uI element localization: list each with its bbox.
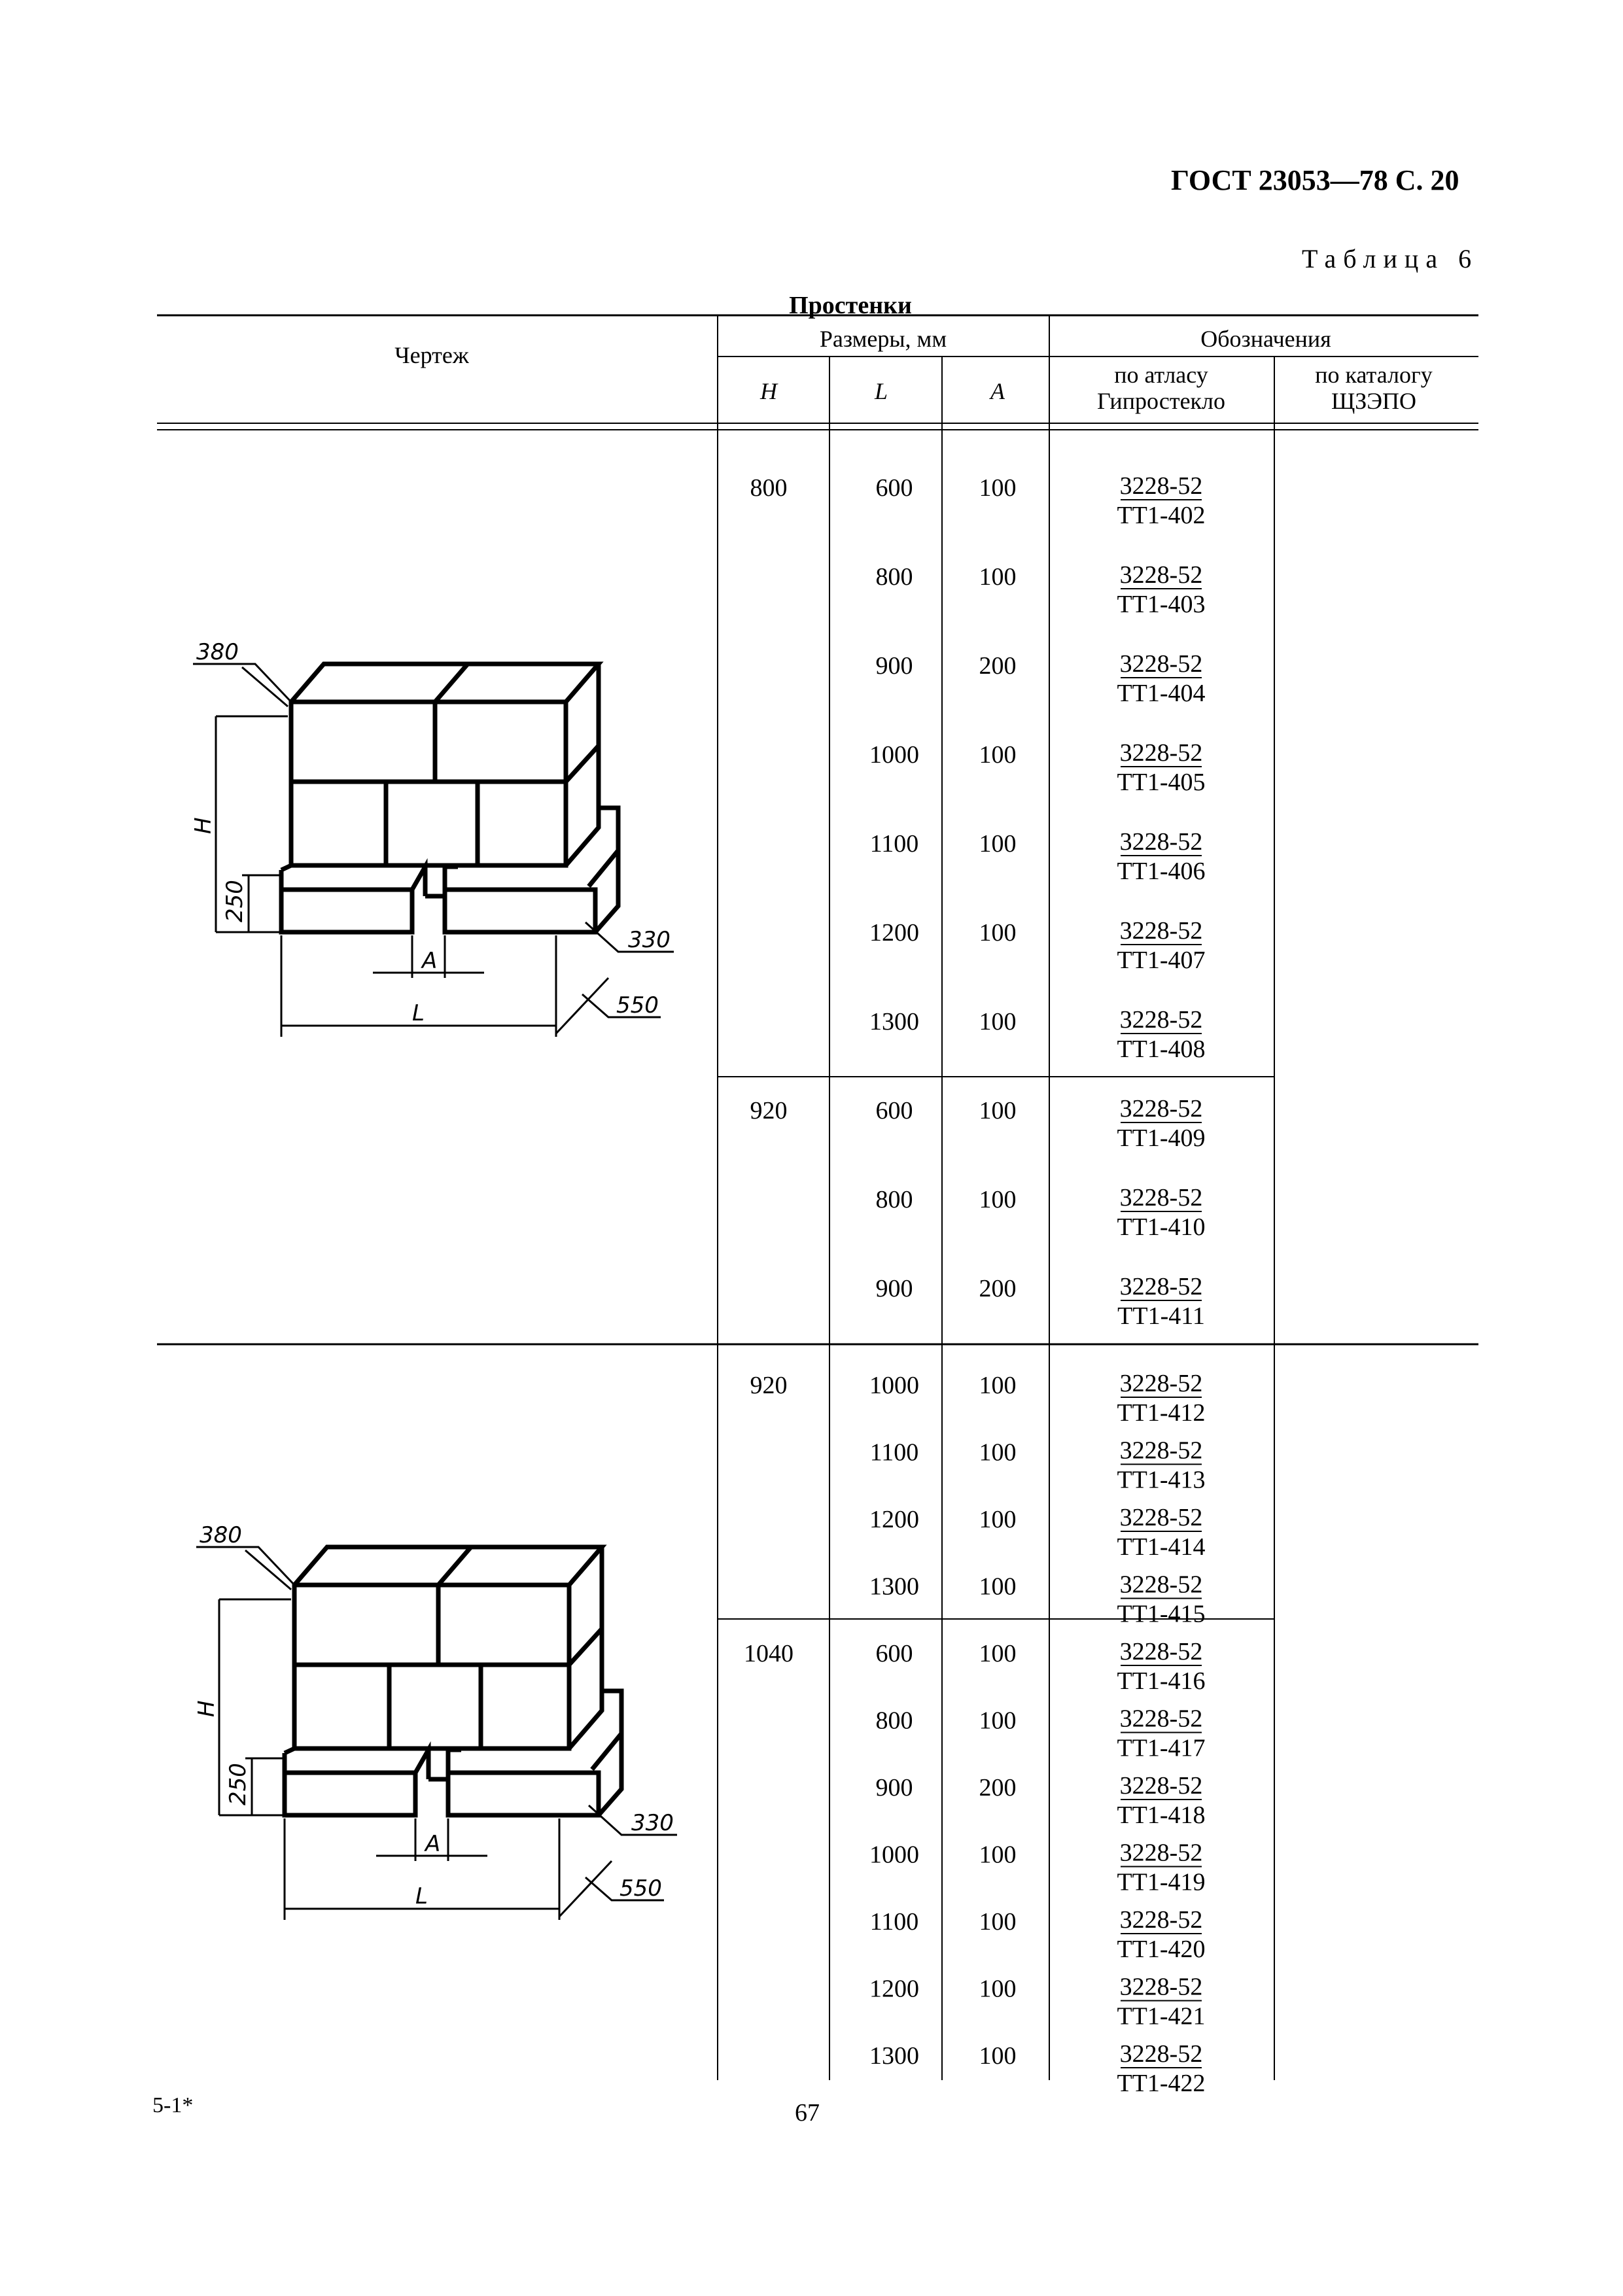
cell-l: 1000 xyxy=(869,741,919,769)
designation-code: ТТ1-415 xyxy=(1117,1600,1206,1628)
designation-prefix: 3228-52 xyxy=(1119,1571,1203,1599)
designation-code: ТТ1-409 xyxy=(1117,1124,1206,1152)
designation-prefix: 3228-52 xyxy=(1119,1638,1203,1665)
designation-prefix: 3228-52 xyxy=(1119,1370,1203,1397)
header-drawing: Чертеж xyxy=(394,342,469,368)
cell-a: 100 xyxy=(979,919,1017,947)
cell-h: 920 xyxy=(750,1372,788,1399)
footer-code: 5-1* xyxy=(152,2093,194,2117)
cell-h: 920 xyxy=(750,1097,788,1124)
page-number: 67 xyxy=(795,2099,820,2127)
cell-l: 1100 xyxy=(869,1908,919,1936)
cell-l: 900 xyxy=(875,652,913,680)
header-atlas-line1: по атласу xyxy=(1114,362,1208,388)
designation-code: ТТ1-402 xyxy=(1117,502,1206,529)
header-catalog-line1: по каталогу xyxy=(1315,362,1433,388)
cell-l: 600 xyxy=(875,1097,913,1124)
designation-prefix: 3228-52 xyxy=(1119,1184,1203,1211)
designation-prefix: 3228-52 xyxy=(1119,739,1203,767)
cell-a: 100 xyxy=(979,1707,1017,1735)
designation-code: ТТ1-410 xyxy=(1117,1213,1206,1241)
cell-a: 100 xyxy=(979,563,1017,591)
cell-l: 1100 xyxy=(869,1438,919,1467)
designation-prefix: 3228-52 xyxy=(1119,917,1203,945)
cell-a: 200 xyxy=(979,1275,1017,1302)
designation-prefix: 3228-52 xyxy=(1119,650,1203,678)
cell-l: 600 xyxy=(875,1640,913,1667)
cell-a: 100 xyxy=(979,1008,1017,1035)
designation-code: ТТ1-422 xyxy=(1117,2070,1206,2097)
cell-a: 100 xyxy=(979,741,1017,769)
dim-250: 250 xyxy=(225,1763,251,1805)
cell-a: 100 xyxy=(979,1573,1017,1601)
cell-h: 800 xyxy=(750,474,788,502)
designation-prefix: 3228-52 xyxy=(1119,1839,1203,1867)
cell-a: 100 xyxy=(979,830,1017,858)
dim-a: A xyxy=(422,948,438,974)
cell-l: 800 xyxy=(875,1707,913,1735)
header-sizes: Размеры, мм xyxy=(819,326,947,352)
designation-prefix: 3228-52 xyxy=(1119,561,1203,589)
designation-code: ТТ1-416 xyxy=(1117,1667,1206,1695)
designation-code: ТТ1-403 xyxy=(1117,591,1206,618)
page-header: ГОСТ 23053—78 С. 20 xyxy=(1171,164,1459,196)
cell-a: 200 xyxy=(979,652,1017,680)
dim-a: A xyxy=(425,1831,441,1857)
designation-prefix: 3228-52 xyxy=(1119,2040,1203,2068)
designation-prefix: 3228-52 xyxy=(1119,1273,1203,1300)
header-designations: Обозначения xyxy=(1200,326,1331,352)
designation-code: ТТ1-411 xyxy=(1117,1302,1205,1330)
header-catalog-line2: ЩЗЭПО xyxy=(1331,388,1417,414)
cell-l: 1200 xyxy=(869,1975,919,2003)
cell-a: 100 xyxy=(979,1640,1017,1667)
designation-prefix: 3228-52 xyxy=(1119,472,1203,500)
cell-a: 100 xyxy=(979,1975,1017,2003)
header-atlas-line2: Гипростекло xyxy=(1096,388,1226,414)
cell-a: 100 xyxy=(979,1438,1017,1467)
dim-380: 380 xyxy=(196,639,239,665)
cell-l: 1000 xyxy=(869,1841,919,1869)
cell-a: 100 xyxy=(979,1908,1017,1936)
cell-a: 100 xyxy=(979,1506,1017,1533)
cell-l: 1300 xyxy=(869,1573,919,1601)
designation-code: ТТ1-406 xyxy=(1117,858,1206,885)
designation-prefix: 3228-52 xyxy=(1119,1436,1203,1465)
wall-drawing-1 xyxy=(190,639,674,1037)
designation-prefix: 3228-52 xyxy=(1119,1973,1203,2001)
dim-l: L xyxy=(412,1000,425,1026)
dim-l: L xyxy=(415,1883,428,1909)
designation-code: ТТ1-405 xyxy=(1117,769,1206,796)
cell-l: 800 xyxy=(875,1186,913,1213)
designation-code: ТТ1-418 xyxy=(1117,1801,1206,1829)
cell-l: 600 xyxy=(875,474,913,502)
dim-550: 550 xyxy=(620,1875,662,1902)
cell-a: 100 xyxy=(979,474,1017,502)
designation-code: ТТ1-419 xyxy=(1117,1868,1206,1896)
designation-code: ТТ1-413 xyxy=(1117,1466,1206,1494)
designation-prefix: 3228-52 xyxy=(1119,1772,1203,1800)
cell-l: 900 xyxy=(875,1275,913,1302)
cell-a: 200 xyxy=(979,1774,1017,1801)
designation-code: ТТ1-421 xyxy=(1117,2002,1206,2030)
header-a: A xyxy=(990,378,1005,404)
cell-l: 1300 xyxy=(869,1008,919,1035)
designation-prefix: 3228-52 xyxy=(1119,828,1203,856)
designation-prefix: 3228-52 xyxy=(1119,1906,1203,1934)
header-l: L xyxy=(874,378,888,404)
cell-l: 1200 xyxy=(869,919,919,947)
designation-code: ТТ1-412 xyxy=(1117,1399,1206,1427)
dim-550: 550 xyxy=(616,992,659,1018)
cell-a: 100 xyxy=(979,1841,1017,1869)
designation-prefix: 3228-52 xyxy=(1119,1705,1203,1733)
cell-l: 800 xyxy=(875,563,913,591)
designation-code: ТТ1-420 xyxy=(1117,1936,1206,1963)
designation-prefix: 3228-52 xyxy=(1119,1006,1203,1034)
dim-330: 330 xyxy=(631,1810,674,1836)
designation-code: ТТ1-417 xyxy=(1117,1734,1206,1762)
header-h: H xyxy=(760,378,777,404)
cell-a: 100 xyxy=(979,1097,1017,1124)
table-label: Таблица 6 xyxy=(1302,244,1479,273)
cell-h: 1040 xyxy=(744,1640,794,1667)
designation-code: ТТ1-414 xyxy=(1117,1533,1206,1561)
dim-380: 380 xyxy=(200,1522,242,1548)
cell-l: 1000 xyxy=(869,1372,919,1399)
designation-code: ТТ1-407 xyxy=(1117,947,1206,974)
cell-a: 100 xyxy=(979,1186,1017,1213)
dim-250: 250 xyxy=(222,880,248,922)
table-title: Простенки xyxy=(789,292,912,319)
dim-330: 330 xyxy=(628,927,671,953)
cell-a: 100 xyxy=(979,2042,1017,2070)
designation-prefix: 3228-52 xyxy=(1119,1095,1203,1122)
dim-h: H xyxy=(194,1700,220,1717)
dim-h: H xyxy=(190,817,217,834)
wall-drawing-2 xyxy=(194,1522,677,1920)
designation-prefix: 3228-52 xyxy=(1119,1504,1203,1531)
cell-l: 1200 xyxy=(869,1506,919,1533)
cell-l: 1300 xyxy=(869,2042,919,2070)
cell-a: 100 xyxy=(979,1372,1017,1399)
table-rows xyxy=(744,472,1206,2097)
cell-l: 900 xyxy=(875,1774,913,1801)
cell-l: 1100 xyxy=(869,830,919,858)
designation-code: ТТ1-404 xyxy=(1117,680,1206,707)
designation-code: ТТ1-408 xyxy=(1117,1035,1206,1063)
